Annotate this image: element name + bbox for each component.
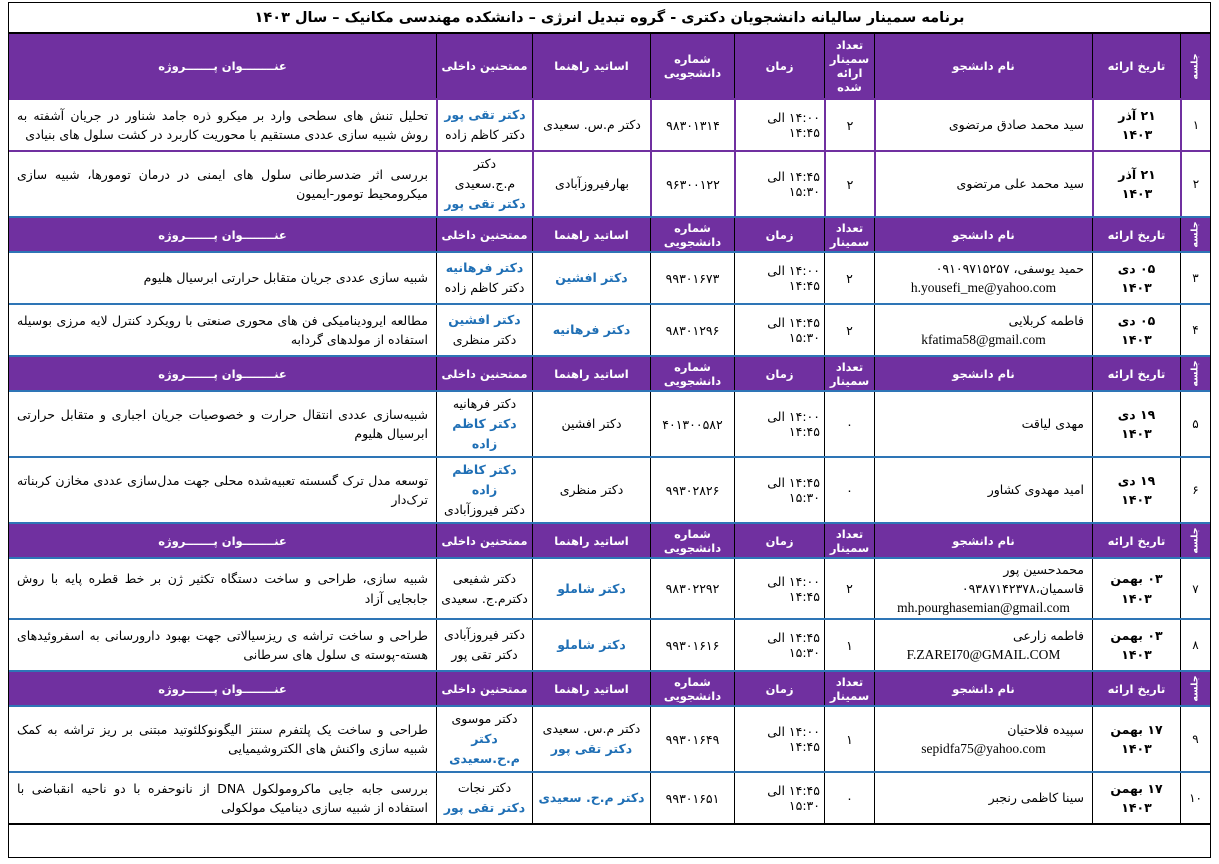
table-header-row	[9, 216, 1210, 253]
cell-date	[1092, 458, 1180, 522]
header-examiners: ممتحنین داخلی	[436, 357, 532, 390]
table-header-row	[9, 355, 1210, 392]
project-title-text: شبیه سازی عددی جریان متقابل حرارتی ابرسیال هلیوم	[143, 270, 428, 286]
project-title-text: شبیه سازی، طراحی و ساخت دستگاه تکثیر ژن بر خط قطره پایه با روش جابجایی آزاد	[17, 571, 428, 606]
project-title-text: تحلیل تنش های سطحی وارد بر میکرو ذره جامد شناور در جریان آشفته به روش شبیه سازی عددی مستقیم با محوریت کاربرد در کشت سلول های بنیادی	[17, 107, 428, 142]
header-supervisors: اساتید راهنما	[532, 524, 650, 557]
session-rotated-label: جلسه	[1190, 221, 1201, 248]
header-session	[1180, 524, 1210, 557]
page-title: برنامه سمینار سالیانه دانشجویان دکتری - گروه تبدیل انرژی – دانشکده مهندسی مکانیک – سال ۱۴۰۳	[254, 9, 965, 26]
header-project-title: عنــــــــوان پـــــــروژه	[158, 227, 287, 242]
header-student-id: شماره دانشجویی	[650, 672, 734, 705]
cell-project-title	[9, 253, 436, 303]
cell-examiners	[436, 773, 532, 823]
cell-seminar-count: ۲	[824, 152, 874, 216]
cell-row-number: ۴	[1180, 305, 1210, 355]
cell-date	[1092, 152, 1180, 216]
cell-student-name	[874, 392, 1092, 456]
table-header-row	[9, 34, 1210, 100]
cell-seminar-count: ۰	[824, 458, 874, 522]
cell-date	[1092, 100, 1180, 150]
header-project-title: عنــــــــوان پـــــــروژه	[158, 533, 287, 548]
header-project-title: عنــــــــوان پـــــــروژه	[158, 366, 287, 381]
student-email: h.yousefi_me@yahoo.com	[910, 279, 1057, 295]
cell-time: ۱۴:۴۵ الی ۱۵:۳۰	[734, 773, 824, 823]
examiner-name: دکتر تقی پور	[444, 107, 526, 122]
date-year: ۱۴۰۳	[1121, 426, 1152, 441]
supervisor-name: دکتر شاملو	[557, 637, 626, 653]
cell-time: ۱۴:۴۵ الی ۱۵:۳۰	[734, 458, 824, 522]
table-row	[9, 150, 1210, 216]
cell-supervisors	[532, 458, 650, 522]
cell-date	[1092, 773, 1180, 823]
table-row	[9, 100, 1210, 150]
page-frame	[8, 2, 1211, 858]
cell-seminar-count: ۰	[824, 392, 874, 456]
student-email: sepidfa75@yahoo.com	[921, 740, 1046, 756]
table-row	[9, 618, 1210, 670]
supervisor-name: دکتر شاملو	[557, 580, 626, 596]
cell-row-number: ۳	[1180, 253, 1210, 303]
cell-student-id: ۹۸۳۰۱۲۹۶	[650, 305, 734, 355]
header-examiners: ممتحنین داخلی	[436, 218, 532, 251]
examiner-name: دکتر نجات	[457, 780, 512, 796]
header-date: تاریخ ارائه	[1092, 524, 1180, 557]
examiner-name: دکتر شفیعی	[452, 570, 517, 586]
date-year: ۱۴۰۳	[1121, 492, 1152, 507]
cell-project-title	[9, 620, 436, 670]
cell-seminar-count: ۱	[824, 707, 874, 771]
header-time: زمان	[734, 357, 824, 390]
examiner-name: دکتر فرهانیه	[452, 396, 517, 411]
header-student-id: شماره دانشجویی	[650, 524, 734, 557]
session-rotated-label: جلسه	[1190, 52, 1201, 80]
date-year: ۱۴۰۳	[1121, 332, 1152, 347]
examiner-name: دکتر فیروزآبادی	[444, 502, 525, 517]
examiner-name: دکتر افشین	[448, 312, 521, 327]
cell-row-number: ۵	[1180, 392, 1210, 456]
cell-project-title	[9, 458, 436, 522]
header-date: تاریخ ارائه	[1092, 34, 1180, 98]
date-day: ۰۳ بهمن	[1110, 627, 1163, 643]
student-name: سینا کاظمی رنجبر	[988, 789, 1084, 805]
header-date: تاریخ ارائه	[1092, 357, 1180, 390]
cell-date	[1092, 305, 1180, 355]
cell-date	[1092, 392, 1180, 456]
header-session	[1180, 672, 1210, 705]
cell-supervisors	[532, 559, 650, 618]
cell-student-name	[874, 773, 1092, 823]
date-day: ۱۷ بهمن	[1110, 780, 1163, 796]
supervisor-name: دکتر م.س. سعیدی	[542, 721, 641, 737]
cell-examiners	[436, 392, 532, 456]
examiner-name: دکتر کاظم زاده	[452, 462, 517, 497]
cell-time: ۱۴:۴۵ الی ۱۵:۳۰	[734, 620, 824, 670]
table-row	[9, 392, 1210, 456]
student-name: سید محمد علی مرتضوی	[956, 175, 1084, 191]
cell-examiners	[436, 253, 532, 303]
cell-date	[1092, 707, 1180, 771]
header-student-name: نام دانشجو	[874, 524, 1092, 557]
supervisor-name: دکتر افشین	[555, 270, 628, 285]
student-name: مهدی لیاقت	[1021, 415, 1084, 431]
header-seminar-count: تعداد سمینار	[824, 218, 874, 251]
cell-time: ۱۴:۰۰ الی ۱۴:۴۵	[734, 559, 824, 618]
examiner-name: دکتر تقی پور	[451, 647, 518, 663]
header-session	[1180, 357, 1210, 390]
supervisor-name: دکتر م.ح. سعیدی	[538, 790, 645, 806]
cell-row-number: ۷	[1180, 559, 1210, 618]
header-supervisors: اساتید راهنما	[532, 218, 650, 251]
cell-student-name	[874, 100, 1092, 150]
date-year: ۱۴۰۳	[1121, 280, 1152, 295]
student-name: امید مهدوی کشاور	[987, 481, 1084, 497]
examiner-name: دکتر فرهانیه	[445, 260, 524, 275]
cell-student-name	[874, 620, 1092, 670]
cell-examiners	[436, 458, 532, 522]
cell-seminar-count: ۲	[824, 305, 874, 355]
date-year: ۱۴۰۳	[1121, 647, 1152, 663]
table-row	[9, 253, 1210, 303]
header-student-name: نام دانشجو	[874, 34, 1092, 98]
header-student-id: شماره دانشجویی	[650, 357, 734, 390]
table-row	[9, 303, 1210, 355]
supervisor-name: دکتر م.س. سعیدی	[543, 117, 641, 132]
examiner-name: دکتر موسوی	[451, 711, 518, 727]
header-project-title: عنــــــــوان پـــــــروژه	[158, 59, 287, 73]
cell-student-name	[874, 152, 1092, 216]
date-day: ۰۵ دی	[1117, 260, 1156, 276]
header-time: زمان	[734, 218, 824, 251]
cell-student-id: ۹۸۳۰۱۳۱۴	[650, 100, 734, 150]
cell-examiners	[436, 100, 532, 150]
cell-time: ۱۴:۰۰ الی ۱۴:۴۵	[734, 707, 824, 771]
cell-examiners	[436, 305, 532, 355]
date-day: ۱۷ بهمن	[1110, 721, 1163, 737]
cell-supervisors	[532, 707, 650, 771]
cell-project-title	[9, 152, 436, 216]
cell-project-title	[9, 392, 436, 456]
examiner-name: دکتر کاظم زاده	[445, 127, 525, 142]
header-student-name: نام دانشجو	[874, 357, 1092, 390]
date-day: ۱۹ دی	[1117, 406, 1156, 422]
examiner-name: دکتر تقی پور	[444, 196, 526, 211]
supervisor-name: دکتر منظری	[559, 482, 624, 497]
header-time: زمان	[734, 672, 824, 705]
cell-supervisors	[532, 773, 650, 823]
project-title-text: طراحی و ساخت تراشه ی ریزسیالاتی جهت بهبود دارورسانی به اسفروئیدهای هسته-پوسته ی سلول های سرطانی	[17, 627, 428, 663]
cell-seminar-count: ۰	[824, 773, 874, 823]
date-day: ۱۹ دی	[1117, 472, 1156, 488]
header-supervisors: اساتید راهنما	[532, 34, 650, 98]
date-year: ۱۴۰۳	[1121, 741, 1152, 757]
cell-student-id: ۹۹۳۰۱۶۵۱	[650, 773, 734, 823]
date-year: ۱۴۰۳	[1121, 186, 1153, 201]
cell-supervisors	[532, 620, 650, 670]
cell-seminar-count: ۱	[824, 620, 874, 670]
student-name: فاطمه زارعی	[1012, 627, 1084, 643]
cell-seminar-count: ۲	[824, 559, 874, 618]
date-day: ۰۵ دی	[1117, 312, 1156, 328]
cell-student-id: ۴۰۱۳۰۰۵۸۲	[650, 392, 734, 456]
student-name: فاطمه کربلایی	[1008, 312, 1084, 328]
cell-examiners	[436, 152, 532, 216]
header-examiners: ممتحنین داخلی	[436, 672, 532, 705]
header-student-id: شماره دانشجویی	[650, 218, 734, 251]
table-row	[9, 707, 1210, 771]
project-title-text: بررسی اثر ضدسرطانی سلول های ایمنی در درمان تومورها، شبیه سازی میکرومحیط تومور-ایمیون	[17, 166, 428, 201]
cell-seminar-count: ۲	[824, 253, 874, 303]
cell-student-id: ۹۹۳۰۱۶۴۹	[650, 707, 734, 771]
examiner-name: دکتر م.ج.سعیدی	[454, 156, 516, 191]
student-email: mh.pourghasemian@gmail.com	[897, 599, 1070, 615]
date-day: ۲۱ آذر	[1118, 107, 1156, 123]
session-rotated-label: جلسه	[1190, 675, 1201, 702]
session-rotated-label: جلسه	[1190, 527, 1201, 554]
cell-project-title	[9, 305, 436, 355]
cell-date	[1092, 559, 1180, 618]
header-student-name: نام دانشجو	[874, 672, 1092, 705]
date-day: ۰۳ بهمن	[1110, 571, 1163, 587]
cell-time: ۱۴:۴۵ الی ۱۵:۳۰	[734, 152, 824, 216]
cell-date	[1092, 620, 1180, 670]
date-day: ۲۱ آذر	[1118, 166, 1156, 182]
cell-supervisors	[532, 152, 650, 216]
table-row	[9, 559, 1210, 618]
header-session	[1180, 34, 1210, 98]
project-title-text: بررسی جابه جایی ماکرومولکول DNA از نانوحفره با دو ناحیه انقباضی با استفاده از شبیه سازی دینامیک مولکولی	[17, 780, 429, 816]
table-header-row	[9, 670, 1210, 707]
examiner-name: دکتر تقی پور	[443, 800, 526, 816]
header-seminar-count: تعداد سمینار	[824, 672, 874, 705]
header-seminar-count: تعداد سمینار	[824, 524, 874, 557]
header-date: تاریخ ارائه	[1092, 218, 1180, 251]
cell-row-number: ۲	[1180, 152, 1210, 216]
cell-student-id: ۹۶۳۰۰۱۲۲	[650, 152, 734, 216]
cell-project-title	[9, 100, 436, 150]
header-examiners: ممتحنین داخلی	[436, 34, 532, 98]
header-seminar-count: تعداد سمینار	[824, 357, 874, 390]
header-student-name: نام دانشجو	[874, 218, 1092, 251]
date-year: ۱۴۰۳	[1121, 127, 1153, 142]
supervisor-name: دکتر تقی پور	[550, 741, 633, 757]
project-title-text: شبیه‌سازی عددی انتقال حرارت و خصوصیات جریان اجباری و متقابل حرارتی ابرسیال هلیوم	[17, 406, 428, 441]
cell-examiners	[436, 620, 532, 670]
cell-student-name	[874, 253, 1092, 303]
header-examiners: ممتحنین داخلی	[436, 524, 532, 557]
cell-student-id: ۹۹۳۰۱۶۱۶	[650, 620, 734, 670]
cell-time: ۱۴:۰۰ الی ۱۴:۴۵	[734, 392, 824, 456]
cell-row-number: ۶	[1180, 458, 1210, 522]
cell-time: ۱۴:۰۰ الی ۱۴:۴۵	[734, 100, 824, 150]
cell-time: ۱۴:۴۵ الی ۱۵:۳۰	[734, 305, 824, 355]
project-title-text: طراحی و ساخت یک پلتفرم سنتز الیگونوکلئوتید مبتنی بر ریز تراشه به کمک شبیه سازی واکنش های الکتروشیمیایی	[17, 721, 428, 757]
examiner-name: دکتر کاظم زاده	[444, 280, 525, 295]
supervisor-name: بهارفیروزآبادی	[555, 176, 629, 191]
table-row	[9, 771, 1210, 823]
cell-student-name	[874, 305, 1092, 355]
table-header-row	[9, 522, 1210, 559]
cell-supervisors	[532, 253, 650, 303]
examiner-name: دکترم.ج. سعیدی	[441, 590, 528, 606]
student-email: F.ZAREI70@GMAIL.COM	[906, 646, 1061, 662]
cell-student-name	[874, 707, 1092, 771]
project-title-text: توسعه مدل ترک گسسته تعبیه‌شده محلی جهت مدل‌سازی عددی مخازن کربناته ترک‌دار	[17, 472, 428, 507]
examiner-name: دکتر کاظم زاده	[452, 416, 517, 451]
header-student-id: شماره دانشجویی	[650, 34, 734, 98]
header-supervisors: اساتید راهنما	[532, 672, 650, 705]
header-time: زمان	[734, 524, 824, 557]
cell-student-name	[874, 458, 1092, 522]
examiner-name: دکتر منظری	[452, 332, 517, 347]
examiner-name: دکتر فیروزآبادی	[444, 627, 525, 643]
seminar-schedule-table	[9, 32, 1210, 825]
cell-row-number: ۹	[1180, 707, 1210, 771]
header-session	[1180, 218, 1210, 251]
table-row	[9, 456, 1210, 522]
examiner-name: دکتر م.ح.سعیدی	[449, 731, 520, 767]
cell-project-title	[9, 559, 436, 618]
student-name: محمدحسین پور قاسمیان،۰۹۳۸۷۱۴۲۳۷۸	[961, 562, 1084, 596]
cell-date	[1092, 253, 1180, 303]
header-time: زمان	[734, 34, 824, 98]
cell-row-number: ۸	[1180, 620, 1210, 670]
date-year: ۱۴۰۳	[1121, 590, 1152, 606]
cell-supervisors	[532, 305, 650, 355]
project-title-text: مطالعه ایرودینامیکی فن های محوری صنعتی با رویکرد کنترل لایه مرزی بوسیله استفاده از مولدهای گردابه	[17, 312, 428, 347]
date-year: ۱۴۰۳	[1121, 800, 1152, 816]
session-rotated-label: جلسه	[1190, 360, 1201, 387]
cell-row-number: ۱	[1180, 100, 1210, 150]
header-seminar-count: تعداد سمینار ارائه شده	[824, 34, 874, 98]
student-email: kfatima58@gmail.com	[921, 331, 1046, 347]
student-name: حمید یوسفی، ۰۹۱۰۹۷۱۵۲۵۷	[935, 260, 1084, 276]
header-date: تاریخ ارائه	[1092, 672, 1180, 705]
cell-time: ۱۴:۰۰ الی ۱۴:۴۵	[734, 253, 824, 303]
header-project-title: عنــــــــوان پـــــــروژه	[158, 681, 287, 696]
cell-student-id: ۹۸۳۰۲۲۹۲	[650, 559, 734, 618]
supervisor-name: دکتر افشین	[561, 416, 622, 431]
cell-supervisors	[532, 100, 650, 150]
student-name: سپیده فلاحتیان	[1007, 721, 1084, 737]
cell-project-title	[9, 773, 436, 823]
cell-supervisors	[532, 392, 650, 456]
cell-student-name	[874, 559, 1092, 618]
cell-examiners	[436, 707, 532, 771]
cell-examiners	[436, 559, 532, 618]
cell-student-id: ۹۹۳۰۲۸۲۶	[650, 458, 734, 522]
cell-student-id: ۹۹۳۰۱۶۷۳	[650, 253, 734, 303]
cell-seminar-count: ۲	[824, 100, 874, 150]
cell-project-title	[9, 707, 436, 771]
supervisor-name: دکتر فرهانیه	[552, 322, 631, 337]
student-name: سید محمد صادق مرتضوی	[948, 116, 1084, 132]
header-supervisors: اساتید راهنما	[532, 357, 650, 390]
cell-row-number: ۱۰	[1180, 773, 1210, 823]
